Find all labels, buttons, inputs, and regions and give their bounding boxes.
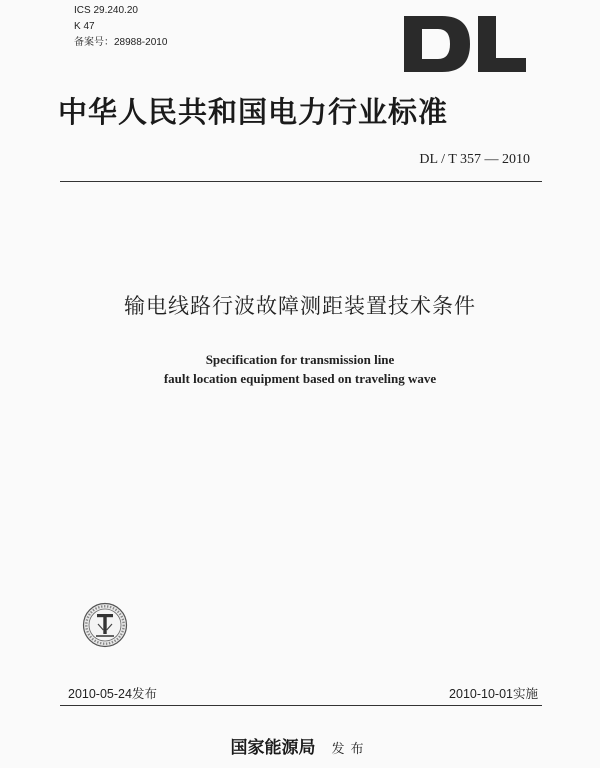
- title-chinese: 输电线路行波故障测距装置技术条件: [124, 294, 476, 318]
- category-code: K 47: [74, 21, 95, 32]
- title-english: [0, 350, 600, 388]
- filing-number: 备案号：28988-2010: [74, 37, 168, 48]
- ics-code: ICS 29.240.20: [74, 5, 138, 16]
- bottom-divider: [60, 705, 542, 706]
- title-english-line-1: Specification for transmission line: [205, 352, 395, 367]
- classification-block: [74, 3, 167, 51]
- issue-date: 2010-05-24发布: [68, 687, 157, 701]
- dl-logo: [400, 14, 530, 74]
- title-english-line-2: fault location equipment based on traveling wave: [163, 371, 437, 386]
- issuer-title: 中华人民共和国电力行业标准: [58, 95, 449, 129]
- publisher-org: 国家能源局: [230, 738, 316, 758]
- top-divider: [60, 181, 542, 182]
- publish-action: 发布: [331, 742, 370, 757]
- publisher-line: [0, 733, 600, 758]
- standard-number: DL / T 357 — 2010: [419, 152, 530, 167]
- seal-icon: [82, 602, 128, 648]
- implementation-date: 2010-10-01实施: [449, 687, 538, 701]
